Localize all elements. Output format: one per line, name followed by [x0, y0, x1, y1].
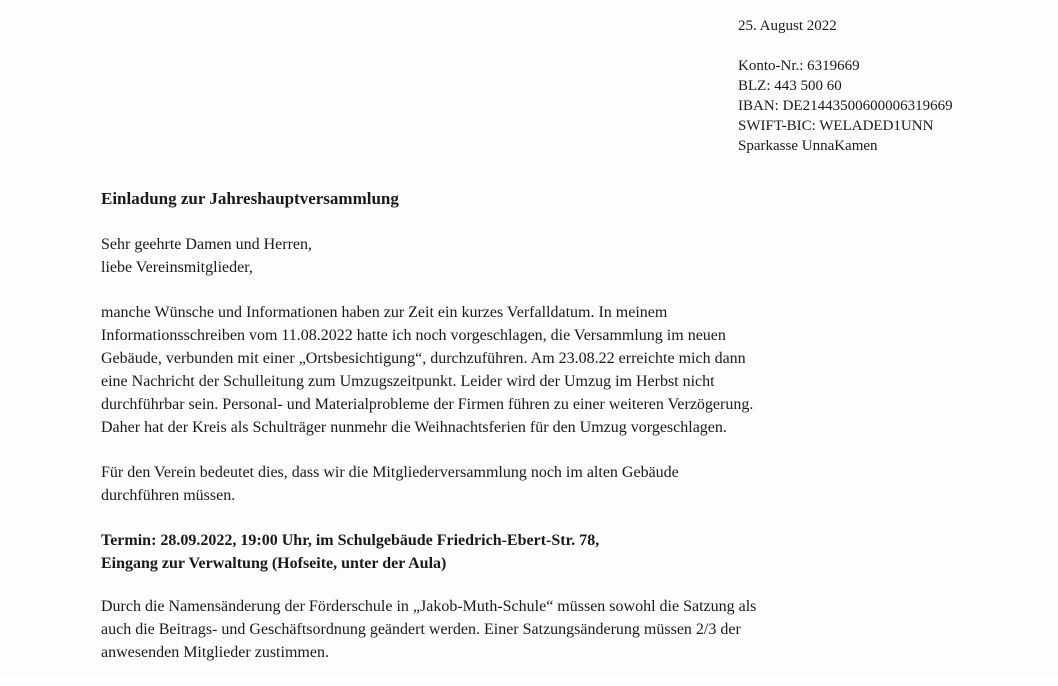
text-line: Gebäude, verbunden mit einer „Ortsbesichtigung“, durchzuführen. Am 23.08.22 erreichte mich dann — [101, 350, 746, 367]
text-line: durchführen müssen. — [101, 487, 236, 504]
letter-subject: Einladung zur Jahreshauptversammlung — [101, 189, 399, 208]
text-line: anwesenden Mitglieder zustimmen. — [101, 644, 329, 661]
bank-name: Sparkasse UnnaKamen — [738, 138, 878, 154]
bank-details — [738, 56, 953, 156]
text-line: eine Nachricht der Schulleitung zum Umzugszeitpunkt. Leider wird der Umzug im Herbst nicht — [101, 373, 715, 390]
swift-bic: SWIFT-BIC: WELADED1UNN — [738, 118, 934, 134]
letter-header — [738, 16, 953, 156]
termin-line: Termin: 28.09.2022, 19:00 Uhr, im Schulgebäude Friedrich-Ebert-Str. 78, — [101, 532, 600, 549]
letter-body — [101, 187, 921, 686]
paragraph-consequence — [101, 461, 921, 507]
account-number: Konto-Nr.: 6319669 — [738, 58, 860, 74]
paragraph-intro — [101, 301, 921, 439]
bank-code: BLZ: 443 500 60 — [738, 78, 842, 94]
paragraph-statute-change — [101, 595, 921, 664]
salutation — [101, 233, 921, 279]
iban: IBAN: DE21443500600006319669 — [738, 98, 953, 114]
text-line: Durch die Namensänderung der Förderschule in „Jakob-Muth-Schule“ müssen sowohl die Satzung als — [101, 598, 757, 615]
text-line: durchführbar sein. Personal- und Materialprobleme der Firmen führen zu einer weiteren Verzögerung. — [101, 396, 754, 413]
meeting-date-location — [101, 529, 921, 575]
text-line: auch die Beitrags- und Geschäftsordnung geändert werden. Einer Satzungsänderung müssen 2/3 der — [101, 621, 741, 638]
letter-date: 25. August 2022 — [738, 18, 837, 34]
text-line: manche Wünsche und Informationen haben zur Zeit ein kurzes Verfalldatum. In meinem — [101, 304, 668, 321]
salutation-line: Sehr geehrte Damen und Herren, — [101, 236, 313, 253]
salutation-line: liebe Vereinsmitglieder, — [101, 259, 253, 276]
termin-line: Eingang zur Verwaltung (Hofseite, unter der Aula) — [101, 555, 447, 572]
text-line: Daher hat der Kreis als Schulträger nunmehr die Weihnachtsferien für den Umzug vorgeschlagen. — [101, 419, 727, 436]
text-line: Informationsschreiben vom 11.08.2022 hatte ich noch vorgeschlagen, die Versammlung im neuen — [101, 327, 726, 344]
text-line: Für den Verein bedeutet dies, dass wir die Mitgliederversammlung noch im alten Gebäude — [101, 464, 679, 481]
